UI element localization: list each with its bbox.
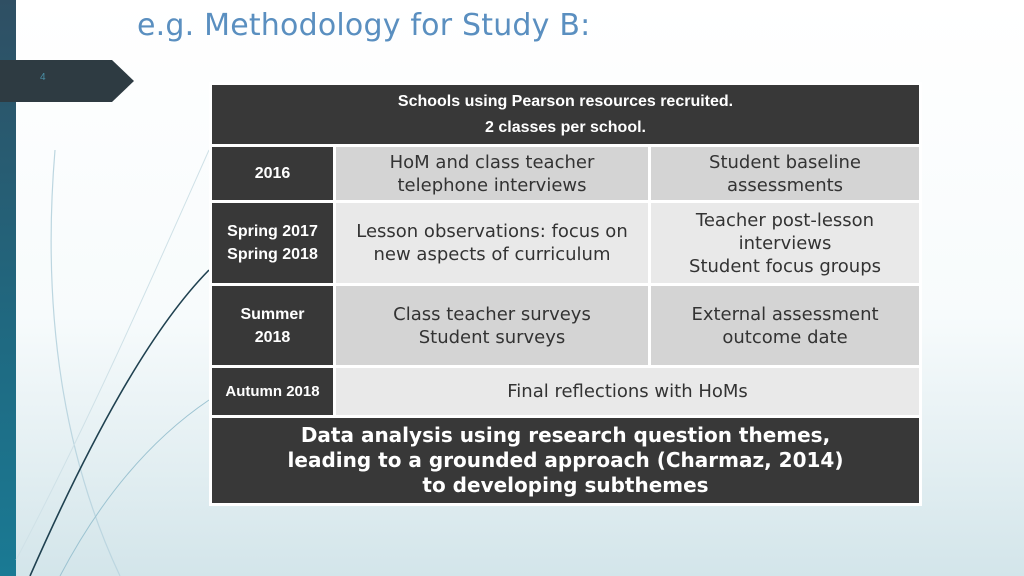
cell-line: HoM and class teacher [389, 151, 595, 173]
cell-line: Teacher post-lesson [695, 209, 875, 231]
activity-cell [650, 202, 921, 285]
year-label: Autumn 2018 [225, 383, 320, 400]
slide-title: e.g. Methodology for Study B: [137, 8, 591, 43]
methodology-table [209, 82, 922, 506]
header-cell [211, 84, 921, 146]
cell-line: Class teacher surveys [393, 303, 591, 325]
cell-line: Student surveys [418, 326, 566, 348]
decor-curve [60, 400, 209, 576]
cell-line: Lesson observations: focus on [356, 221, 628, 242]
activity-cell [335, 202, 650, 285]
cell-line: External assessment [691, 303, 879, 325]
table-footer-row [211, 417, 921, 505]
cell-line: Final reflections with HoMs [507, 381, 748, 402]
table-row [211, 285, 921, 367]
table-header-row [211, 84, 921, 146]
table-row [211, 367, 921, 417]
cell-line: assessments [726, 174, 844, 196]
year-cell [211, 367, 335, 417]
activity-cell [335, 285, 650, 367]
activity-cell [650, 146, 921, 202]
table-row [211, 146, 921, 202]
footer-line: leading to a grounded approach (Charmaz, 2014) [287, 448, 844, 472]
decor-curve [16, 150, 209, 560]
year-label: Summer [240, 305, 305, 323]
year-cell [211, 285, 335, 367]
year-label: Spring 2017 [227, 223, 318, 240]
header-line: Schools using Pearson resources recruited. [397, 92, 734, 110]
cell-line: telephone interviews [397, 174, 587, 196]
footer-line: to developing subthemes [422, 473, 709, 497]
year-label: 2016 [254, 165, 291, 182]
year-cell [211, 202, 335, 285]
cell-line: new aspects of curriculum [373, 244, 611, 265]
activity-cell [335, 146, 650, 202]
header-line: 2 classes per school. [485, 118, 646, 136]
activity-cell [650, 285, 921, 367]
slide-number-marker [0, 60, 134, 102]
decor-curve [51, 150, 120, 576]
cell-line: interviews [738, 232, 832, 254]
decor-curve [30, 270, 209, 576]
footer-line: Data analysis using research question themes, [300, 423, 831, 447]
cell-line: outcome date [722, 326, 848, 348]
table-row [211, 202, 921, 285]
slide-number: 4 [40, 72, 46, 83]
year-cell [211, 146, 335, 202]
cell-line: Student focus groups [689, 255, 882, 277]
footer-cell [211, 417, 921, 505]
year-label: 2018 [254, 328, 291, 346]
merged-activity-cell [335, 367, 921, 417]
year-label: Spring 2018 [227, 246, 318, 263]
cell-line: Student baseline [709, 151, 861, 173]
